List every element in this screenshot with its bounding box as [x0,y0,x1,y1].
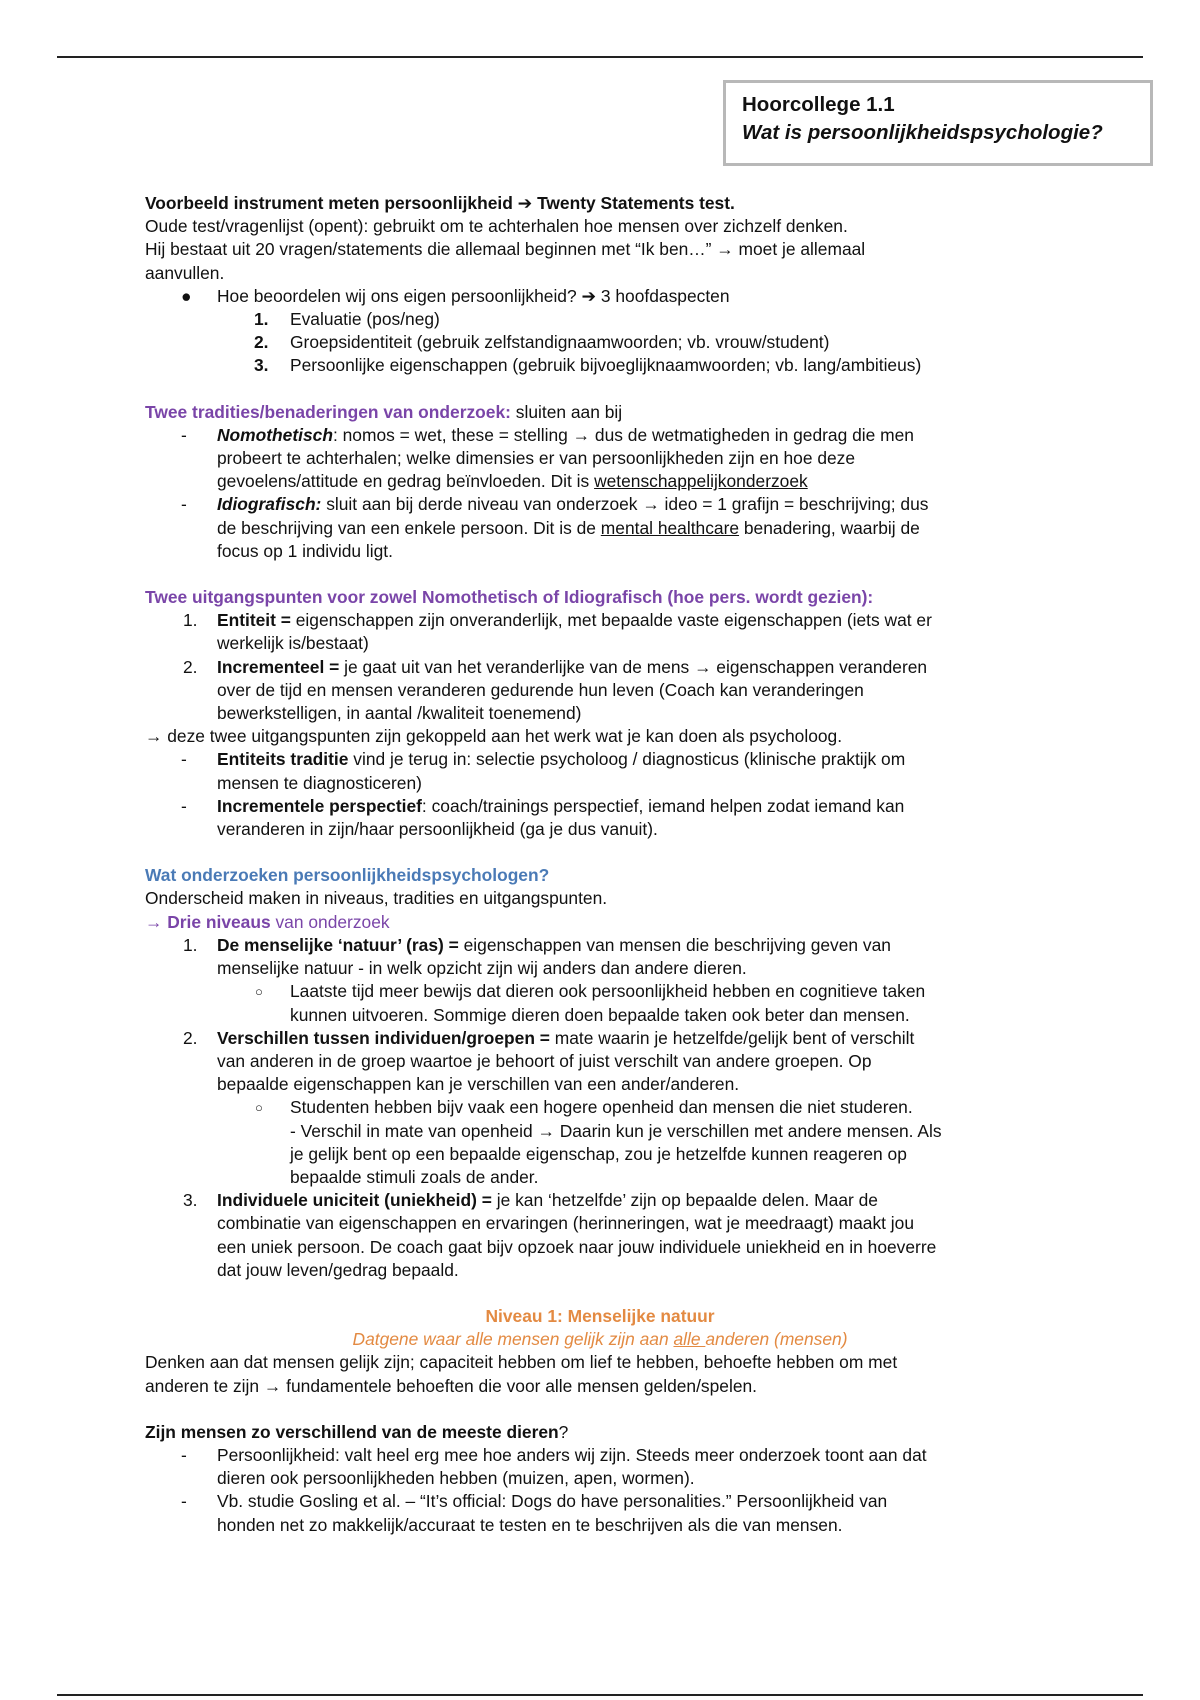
line: probeert te achterhalen; welke dimensies er van persoonlijkheden zijn en hoe deze [217,448,856,469]
paragraph: aanvullen. [145,262,225,283]
item-text: Groepsidentiteit (gebruik zelfstandignaamwoorden; vb. vrouw/student) [290,332,830,353]
dash-marker: - [181,1491,187,1512]
line: bepaalde eigenschappen kan je verschillen van een ander/anderen. [217,1074,740,1095]
dash-marker: - [181,1444,187,1465]
subheading: → Drie niveaus [145,911,271,932]
top-rule [57,56,1143,58]
term: Idiografisch: [217,494,322,515]
subtitle-part: Datgene waar alle mensen gelijk zijn aan [352,1329,674,1350]
item-number: 3. [254,355,269,376]
item-number: 3. [183,1190,198,1211]
document-body [145,192,1055,1537]
term: Nomothetisch [217,424,333,445]
line: mate waarin je hetzelfde/gelijk bent of verschilt [549,1027,915,1048]
dash-marker: - [181,749,187,770]
underlined-term: wetenschappelijkonderzoek [594,471,808,492]
lecture-subtitle: Wat is persoonlijkheidspsychologie? [742,121,1103,144]
section-heading: Voorbeeld instrument meten persoonlijkheid ➔ Twenty Statements test. [145,193,735,213]
line: vind je terug in: selectie psycholoog / diagnosticus (klinische praktijk om [348,749,906,770]
line: : coach/trainings perspectief, iemand helpen zodat iemand kan [421,795,905,816]
item-number: 1. [254,309,269,330]
dash-marker: - [181,494,187,515]
term: Incrementele perspectief [217,795,422,816]
line: een uniek persoon. De coach gaat bijv opzoek naar jouw individuele uniekheid en in hoeverre [217,1236,937,1257]
paragraph: Hij bestaat uit 20 vragen/statements die allemaal beginnen met “Ik ben…” → moet je allemaal [145,239,866,260]
section-what-psychologists-study [145,864,1055,1282]
section-two-starting-points [145,586,1055,841]
paragraph: anderen te zijn → fundamentele behoeften die voor alle mensen gelden/spelen. [145,1375,757,1396]
sub-bullet-item [145,980,1055,1026]
line: gevoelens/attitude en gedrag beïnvloeden. Dit is [217,471,595,492]
section-heading: Wat onderzoeken persoonlijkheidspsychologen? [145,865,550,886]
section-title: Niveau 1: Menselijke natuur [485,1305,715,1326]
line: mensen te diagnosticeren) [217,772,422,793]
dash-item [145,748,1055,794]
item-text: Evaluatie (pos/neg) [290,309,440,330]
line: je kan ‘hetzelfde’ zijn op bepaalde delen. Maar de [491,1190,878,1211]
item-number: 2. [254,332,269,353]
paragraph: Denken aan dat mensen gelijk zijn; capaciteit hebben om lief te hebben, behoefte hebben om met [145,1352,898,1373]
subtitle-part: anderen (mensen) [705,1329,848,1350]
line: Persoonlijkheid: valt heel erg mee hoe anders wij zijn. Steeds meer onderzoek toont aan dat [217,1444,927,1465]
line: - Verschil in mate van openheid → Daarin kun je verschillen met andere mensen. Als [290,1120,942,1141]
item-number: 1. [183,610,198,631]
line: menselijke natuur - in welk opzicht zijn wij anders dan andere dieren. [217,958,747,979]
numbered-item [145,1027,1055,1097]
numbered-item [145,308,1055,331]
numbered-item [145,1189,1055,1282]
term: Entiteits traditie [217,749,349,770]
circle-marker: ○ [255,984,263,1000]
line: sluit aan bij derde niveau van onderzoek → ideo = 1 grafijn = beschrijving; dus [321,494,929,515]
line: je gelijk bent op een bepaalde eigenschap, zou je hetzelfde kunnen reageren op [290,1143,907,1164]
item-number: 2. [183,656,198,677]
subheading-line [145,911,1055,934]
underlined-term: mental healthcare [600,517,740,538]
term: Incrementeel = [217,656,340,677]
numbered-item [145,934,1055,980]
line: dat jouw leven/gedrag bepaald. [217,1259,459,1280]
bottom-rule [57,1694,1143,1696]
question-mark: ? [558,1421,569,1442]
line: eigenschappen van mensen die beschrijving geven van [458,934,891,955]
line: focus op 1 individu ligt. [217,540,393,561]
line: werkelijk is/bestaat) [217,633,369,654]
heading-rest: sluiten aan bij [510,401,623,422]
subheading-rest: van onderzoek [270,911,390,932]
title-box [723,80,1153,166]
bullet-text: Hoe beoordelen wij ons eigen persoonlijkheid? ➔ 3 hoofdaspecten [217,285,730,306]
dash-item-nomothetic [145,424,1055,494]
section-two-traditions [145,401,1055,563]
section-heading-line [145,1421,1055,1444]
numbered-item [145,656,1055,726]
subtitle-underlined: alle [673,1329,706,1350]
numbered-item [145,331,1055,354]
section-heading: Zijn mensen zo verschillend van de meeste dieren [145,1421,559,1442]
item-number: 2. [183,1027,198,1048]
section-level-1 [145,1305,1055,1398]
line: combinatie van eigenschappen en ervaringen (herinneringen, wat je meedraagt) maakt jou [217,1213,915,1234]
line: Studenten hebben bijv vaak een hogere openheid dan mensen die niet studeren. [290,1097,913,1118]
circle-marker: ○ [255,1100,263,1116]
section-twenty-statements [145,192,1055,378]
line: Vb. studie Gosling et al. – “It’s official: Dogs do have personalities.” Persoonlijkheid van [217,1491,888,1512]
line: Laatste tijd meer bewijs dat dieren ook persoonlijkheid hebben en cognitieve taken [290,981,926,1002]
line: kunnen uitvoeren. Sommige dieren doen bepaalde taken ook beter dan mensen. [290,1004,910,1025]
term: De menselijke ‘natuur’ (ras) = [217,934,459,955]
dash-marker: - [181,795,187,816]
item-text: Persoonlijke eigenschappen (gebruik bijvoeglijknaamwoorden; vb. lang/ambitieus) [290,355,922,376]
line: : nomos = wet, these = stelling → dus de wetmatigheden in gedrag die men [332,424,914,445]
item-number: 1. [183,934,198,955]
line: eigenschappen zijn onveranderlijk, met bepaalde vaste eigenschappen (iets wat er [290,610,932,631]
bullet-item [145,285,1055,308]
line: bepaalde stimuli zoals de ander. [290,1166,539,1187]
line: dieren ook persoonlijkheden hebben (muizen, apen, wormen). [217,1468,695,1489]
numbered-item [145,354,1055,377]
line: benadering, waarbij de [739,517,920,538]
term: Verschillen tussen individuen/groepen = [217,1027,550,1048]
dash-item [145,1490,1055,1536]
dash-item-idiographic [145,493,1055,563]
line: over de tijd en mensen veranderen gedurende hun leven (Coach kan veranderingen [217,679,864,700]
line: veranderen in zijn/haar persoonlijkheid (ga je dus vanuit). [217,819,658,840]
section-subtitle [145,1328,1055,1351]
paragraph: Oude test/vragenlijst (opent): gebruikt om te achterhalen hoe mensen over zichzelf denken. [145,216,848,237]
sub-bullet-item [145,1096,1055,1189]
line: bewerkstelligen, in aantal /kwaliteit toenemend) [217,703,582,724]
section-heading: Twee tradities/benaderingen van onderzoek: [145,401,511,422]
dash-item [145,1444,1055,1490]
dash-item [145,795,1055,841]
term: Individuele uniciteit (uniekheid) = [217,1190,492,1211]
line: van anderen in de groep waartoe je behoort of juist verschilt van andere groepen. Op [217,1050,872,1071]
line: je gaat uit van het veranderlijke van de mens → eigenschappen veranderen [339,656,928,677]
line: de beschrijving van een enkele persoon. Dit is de [217,517,601,538]
numbered-item [145,609,1055,655]
lecture-title: Hoorcollege 1.1 [742,93,895,116]
dash-marker: - [181,424,187,445]
term: Entiteit = [217,610,291,631]
bullet-marker: ● [181,285,192,306]
section-heading-line [145,401,1055,424]
section-heading: Twee uitgangspunten voor zowel Nomothetisch of Idiografisch (hoe pers. wordt gezien): [145,587,874,608]
section-humans-vs-animals [145,1421,1055,1537]
paragraph: Onderscheid maken in niveaus, tradities en uitgangspunten. [145,888,608,909]
paragraph: → deze twee uitgangspunten zijn gekoppeld aan het werk wat je kan doen als psycholoog. [145,726,843,747]
line: honden net zo makkelijk/accuraat te testen en te beschrijven als die van mensen. [217,1514,843,1535]
